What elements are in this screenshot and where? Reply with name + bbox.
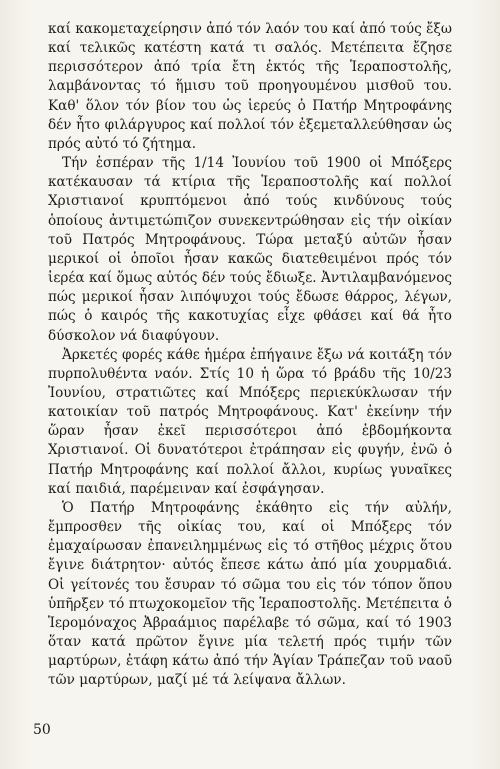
paragraph-4: Ὁ Πατήρ Μητροφάνης ἐκάθητο εἰς τήν αὐλήν, ἔμπροσθεν τῆς οἰκίας του, καί οἱ Μπόξερς τόν ἐμαχαίρωσαν ἐπανειλημμένως εἰς τό στῆθος μέχρις ὅτου ἔγινε διάτρητον· αὐτός ἔπεσε κάτω ἀπό μία χουρμαδιά. Οἱ γείτονές του ἔσυραν τό σῶμα του εἰς τόν τόπον ὅπου ὑπῆρξεν τό πτωχοκομεῖον τῆς Ἱεραποστολῆς. Μετέπειτα ὁ Ἱερομόναχος Ἀβραάμιος παρέλαβε τό σῶμα, καί τό 1903 ὅταν κατά πρῶτον ἔγινε μία τελετή πρός τιμήν τῶν μαρτύρων, ἐτάφη κάτω ἀπό τήν Ἁγίαν Τράπεζαν τοῦ ναοῦ τῶν μαρτύρων, μαζί μέ τά λείψανα ἄλλων. bbox=[48, 499, 452, 689]
page-number: 50 bbox=[33, 722, 51, 738]
paragraph-1: καί κακομεταχείρησιν ἀπό τόν λαόν του καί ἀπό τούς ἔξω καί τελικῶς κατέστη κατά τι σαλός. Μετέπειτα ἔζησε περισσότερον ἀπό τρία ἔτη ἐκτός τῆς Ἱεραποστολῆς, λαμβάνοντας τό ἥμισυ τοῦ προηγουμένου μισθοῦ του. Καθ' ὅλον τόν βίον του ὡς ἱερεύς ὁ Πατήρ Μητροφάνης δέν ἦτο φιλάργυρος καί πολλοί τόν ἐξεμεταλλεύθησαν ὡς πρός αὐτό τό ζήτημα. bbox=[48, 21, 452, 152]
body-text bbox=[48, 20, 452, 690]
paragraph-2: Τήν ἑσπέραν τῆς 1/14 Ἰουνίου τοῦ 1900 οἱ Μπόξερς κατέκαυσαν τά κτίρια τῆς Ἱεραποστολῆς καί πολλοί Χριστιανοί κρυπτόμενοι ἀπό τούς κινδύνους τούς ὁποίους ἀντιμετώπιζον συνεκεντρώθησαν εἰς τήν οἰκίαν τοῦ Πατρός Μητροφάνους. Τώρα μεταξύ αὐτῶν ἦσαν μερικοί οἱ ὁποῖοι ἦσαν κακῶς διατεθειμένοι πρός τόν ἱερέα καί ὅμως αὐτός δέν τούς ἔδιωξε. Ἀντιλαμβανόμενος πώς μερικοί ἦσαν λιπόψυχοι τούς ἔδωσε θάρρος, λέγων, πώς ὁ καιρός τῆς κακοτυχίας εἶχε φθάσει καί θά ἦτο δύσκολον νά διαφύγουν. bbox=[48, 155, 452, 344]
paragraph-3: Ἀρκετές φορές κάθε ἡμέρα ἐπήγαινε ἔξω νά κοιτάξη τόν πυρπολυθέντα ναόν. Στίς 10 ἡ ὥρα τό βράδυ τῆς 10/23 Ἰουνίου, στρατιῶτες καί Μπόξερς περιεκύκλωσαν τήν κατοικίαν τοῦ πατρός Μητροφάνους. Κατ' ἐκείνην τήν ὥραν ἦσαν ἐκεῖ περισσότεροι ἀπό ἑβδομήκοντα Χριστιανοί. Οἱ δυνατότεροι ἐτράπησαν εἰς φυγήν, ἐνῶ ὁ Πατήρ Μητροφάνης καί πολλοί ἄλλοι, κυρίως γυναῖκες καί παιδιά, παρέμειναν καί ἐσφάγησαν. bbox=[48, 346, 452, 497]
